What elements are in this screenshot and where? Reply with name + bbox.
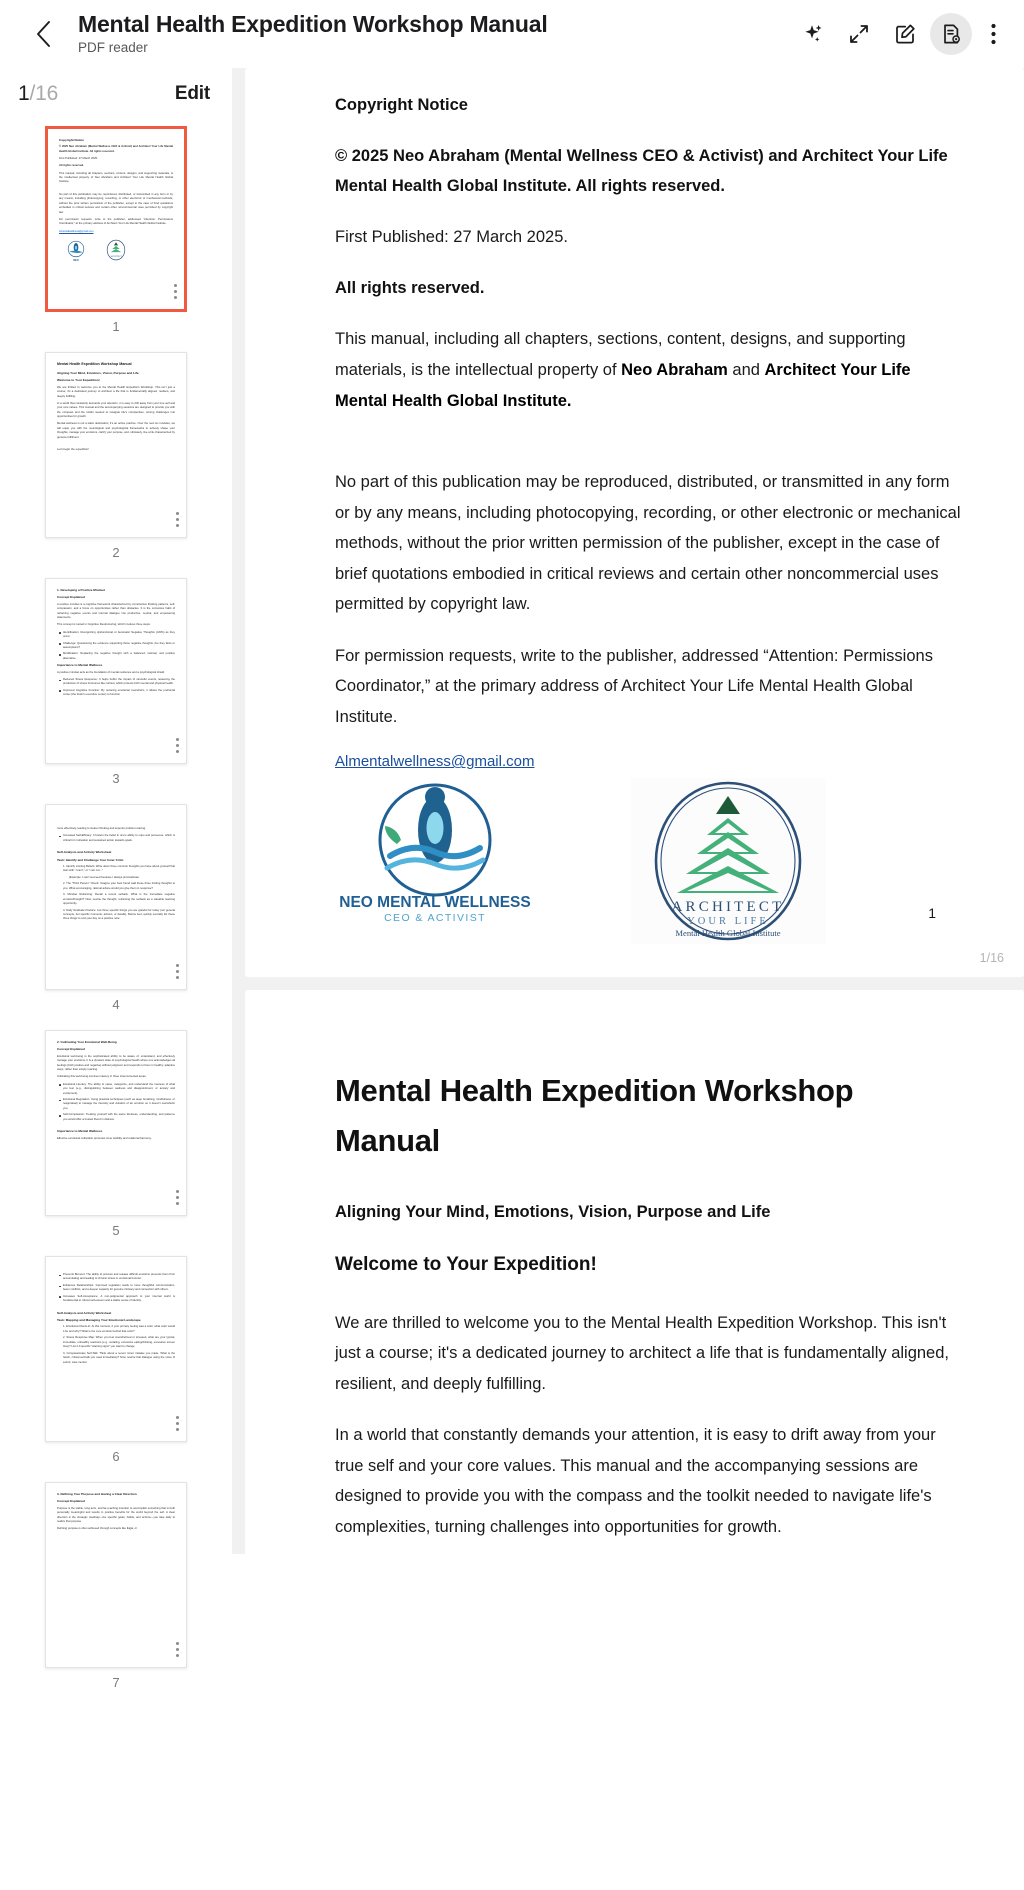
thumbnail-item-3[interactable] <box>0 578 232 804</box>
page1-copyright-line: © 2025 Neo Abraham (Mental Wellness CEO & Activist) and Architect Your Life Mental Health Global Institute. All rights reserved. <box>335 146 948 195</box>
neo-mental-wellness-logo <box>335 778 535 928</box>
thumbnail-page-number: 6 <box>112 1449 120 1464</box>
thumbnail-preview-6 <box>46 1257 186 1365</box>
page-counter <box>18 82 58 106</box>
thumbnail-page-number: 7 <box>112 1675 120 1690</box>
edit-pencil-icon <box>893 22 917 46</box>
app-subtitle: PDF reader <box>78 40 148 56</box>
thumb-email-link: Almentalwellness@gmail.com <box>59 229 94 233</box>
edit-button[interactable]: Edit <box>174 83 210 104</box>
document-page-1 <box>245 68 1024 977</box>
thumb-list-item: Emotional Regulation: Using practical techniques (such as deep breathing, mindfulness, or reappraisal) to manage the intensity and duration of an emotion so it doesn't overwhelm you. <box>63 1097 175 1110</box>
thumb-heading: Mental Health Expedition Workshop Manual <box>57 362 132 366</box>
thumb-text: For permission requests, write to the publisher, addressed “Attention: Permissions Coordinator,” at the primary address of Architect Your Life Mental Health Global Institute. <box>59 217 173 226</box>
thumb-list-item: Improved Cognitive Function: By reducing emotional overwhelm, it allows the prefrontal cortex (the brain's executive center) to function <box>63 688 175 697</box>
page1-heading: Copyright Notice <box>335 96 468 114</box>
thumb-subheading: Concept Explained <box>57 1047 85 1052</box>
page-position-indicator: 1/16 <box>979 951 1004 965</box>
thumbnail-sidebar[interactable] <box>0 68 232 1690</box>
thumb-text: Cultivating this well-being involves mastery in three interconnected areas: <box>57 1075 147 1079</box>
back-button[interactable] <box>26 17 60 51</box>
thumbnail-menu-button[interactable] <box>174 284 177 299</box>
thumb-text: Defining purpose is often achieved through concepts like Ikigai, or <box>57 1527 138 1531</box>
thumb-text: This concept is rooted in Cognitive Restructuring, which involves three steps: <box>57 623 151 627</box>
thumbnail-item-2[interactable] <box>0 352 232 578</box>
thumbnail-preview-5 <box>46 1031 186 1141</box>
document-title: Mental Health Expedition Workshop Manual <box>78 10 548 37</box>
page2-title: Mental Health Expedition Workshop Manual <box>335 1073 854 1159</box>
thumbnail-menu-button[interactable] <box>176 1642 179 1657</box>
thumb-subheading: Concept Explained <box>57 1499 85 1504</box>
thumb-subheading: Welcome to Your Expedition! <box>57 378 100 383</box>
thumb-list-item: (Example: I can't succeed because I always procrastinate. <box>69 875 140 879</box>
thumb-list-item: Enhances Relationships: Improved regulation leads to more thoughtful communication, fewer conflicts, and a deeper capacity for genuine intimacy and connection with others. <box>63 1283 175 1292</box>
thumb-subheading: Task: Mapping and Managing Your Emotional Landscape <box>57 1318 141 1323</box>
header-title-group <box>78 12 792 57</box>
thumb-list-item: 3. Mindset Reframing: Recall a recent setback. What is the immediate negative emotion/thought? Now, rewrite the thought, reframing the setback as a valuable learning opportunity. <box>63 893 175 906</box>
thumbnail-page-number: 3 <box>112 771 120 786</box>
thumb-list-item: Challenge: Questioning the evidence supporting those negative thoughts. Are they facts or assumptions? <box>63 641 175 649</box>
thumb-text: Effective emotional cultivation promotes inner stability and relational harmony. <box>57 1136 152 1140</box>
page1-logo-row <box>335 778 962 944</box>
thumbnail-list <box>0 120 232 1708</box>
more-options-button[interactable] <box>976 13 1010 55</box>
page2-subtitle: Aligning Your Mind, Emotions, Vision, Purpose and Life <box>335 1203 771 1222</box>
thumb-list-item: 3. Compassionate Self-Talk: Think about a recent minor mistake you made. What is the harsh, critical self-talk you used immediately? Now, rewrite that dialogue using the voice of a kind, wise mentor. <box>63 1351 175 1364</box>
page1-permission-paragraph: For permission requests, write to the publisher, addressed “Attention: Permissions Coordinator,” at the primary address of Architect Your Life Mental Health Global Institute. <box>335 646 933 726</box>
thumbnail-preview-4 <box>46 805 186 922</box>
thumb-subheading: Task: Identify and Challenge Your Inner Critic <box>57 857 124 862</box>
paragraph-spacer <box>335 437 962 467</box>
ip-text-a: This manual, including all chapters, sections, content, designs, and supporting materials, is the intellectual property of <box>335 330 906 379</box>
thumbnail-preview-3 <box>46 579 186 698</box>
page1-all-rights: All rights reserved. <box>335 279 485 298</box>
ai-sparkle-button[interactable] <box>792 13 834 55</box>
ai-sparkle-icon <box>801 22 825 46</box>
annotate-button[interactable] <box>884 13 926 55</box>
ip-text-b: Neo Abraham <box>621 361 728 379</box>
thumbnail-page-7[interactable] <box>45 1482 187 1668</box>
thumbnail-menu-button[interactable] <box>176 1190 179 1205</box>
thumb-subheading: Aligning Your Mind, Emotions, Vision, Purpose and Life <box>57 370 139 375</box>
ip-text-c: and <box>727 361 765 379</box>
page2-paragraph-1: We are thrilled to welcome you to the Mental Health Expedition Workshop. This isn't just a course; it's a dedicated journey to architect a life that is fundamentally aligned, resilient, and deeply fulfilling. <box>335 1313 949 1393</box>
current-page-number: 1 <box>18 82 30 105</box>
thumbnail-page-6[interactable] <box>45 1256 187 1442</box>
header-actions <box>792 13 1010 55</box>
thumb-logos <box>59 237 173 263</box>
thumb-list-item: Self-Compassion: Treating yourself with the same kindness, understanding, and patience you would offer a trusted friend in distress. <box>63 1113 175 1121</box>
thumb-list-item: 1. Identify Limiting Beliefs: Write down three common thoughts you have about yourself that start with "I can't," or "I am not..." <box>63 864 175 873</box>
thumbnail-page-4[interactable] <box>45 804 187 990</box>
thumb-text: No part of this publication may be reproduced, distributed, or transmitted in any form or by any means, including photocopying, recording, or other electronic or mechanical methods, without the prior written permission of the publisher, except in the case of brief quotations embodied in critical reviews and certain other noncommercial uses permitted by copyright law. <box>59 192 173 214</box>
total-page-count: 16 <box>35 82 59 105</box>
thumbnail-page-5[interactable] <box>45 1030 187 1216</box>
thumbnail-item-4[interactable] <box>0 804 232 1030</box>
thumbnail-page-number: 1 <box>112 319 120 334</box>
thumbnail-item-7[interactable] <box>0 1482 232 1708</box>
svg-text:ARCHITECT: ARCHITECT <box>110 255 122 258</box>
svg-text:ARCHITECT: ARCHITECT <box>671 899 785 916</box>
thumb-text: All rights reserved. <box>59 164 84 168</box>
thumbnail-item-1[interactable] <box>0 126 232 352</box>
thumb-list-item: 2. The "Third Person" Check: Imagine your best friend said these three limiting thoughts to you. What encouraging, rational advice would you give them in response? <box>63 882 175 890</box>
page-settings-button[interactable] <box>930 13 972 55</box>
thumb-heading: Copyright Notice <box>59 138 84 142</box>
document-page-2 <box>245 990 1024 1890</box>
svg-text:Mental Health Global Institute: Mental Health Global Institute <box>675 928 781 939</box>
expand-icon <box>847 22 871 46</box>
thumb-list-item: Increased Self-Efficacy: It fosters the belief in one's ability to cope and persevere, which is critical for motivation and sustained action towards goals. <box>63 834 175 842</box>
thumb-list-item: Reduced Stress Response: It helps buffer the impact of stressful events, lessening the production of stress hormones like cortisol, which protects both mental and physical health. <box>63 677 175 686</box>
thumb-list-item: Identification: Recognizing dysfunctional or Automatic Negative Thoughts (ANTs) as they occur. <box>63 630 175 639</box>
ip-text-d: Architect Your Life Mental Health Global Institute. <box>335 361 911 410</box>
thumb-text: In a world that constantly demands your attention, it is easy to drift away from your true self and your core values. This manual and the accompanying sessions are designed to provide you with the compass and the toolkit needed to navigate life's complexities, turning challenges into opportunities for growth. <box>57 401 175 419</box>
page1-ip-paragraph <box>335 324 962 416</box>
thumbnail-page-number: 4 <box>112 997 120 1012</box>
thumb-heading: 3. Defining Your Purpose and Having a Clear Direction <box>57 1492 137 1496</box>
more-vertical-icon <box>991 23 996 45</box>
document-settings-icon <box>939 22 963 46</box>
thumb-text: This manual, including all chapters, sections, content, designs, and supporting materials, is the intellectual property of Neo Abraham and Architect Your Life Mental Health Global Institute. <box>59 171 173 184</box>
thumb-text: A positive mindset is a cognitive framework characterized by constructive thinking patterns, self-compassion, and a focus on opportunities rather than obstacles. It is the conscious habit of reframing negative events and internal dialogue into productive, neutral, and empowering statements. <box>57 602 175 620</box>
thumb-subheading: Concept Explained <box>57 595 85 600</box>
expand-button[interactable] <box>838 13 880 55</box>
thumb-list-item: Modification: Replacing the negative thought with a balanced, rational, and positive alternative. <box>63 652 175 660</box>
app-header <box>0 0 1024 68</box>
thumb-text: We are thrilled to welcome you to the Mental Health Expedition Workshop. This isn't just a course; it's a dedicated journey to architect a life that is fundamentally aligned, resilient, and deeply fulfilling. <box>57 385 175 398</box>
architect-your-life-logo <box>631 778 826 944</box>
thumb-list-item: Prevents Burnout: The ability to process and release difficult emotions prevents them from accumulating and leading to chronic stress or emotional burnout. <box>63 1273 175 1281</box>
thumbnail-item-6[interactable] <box>0 1256 232 1482</box>
page1-footer-number: 1 <box>928 905 936 921</box>
thumb-list-item: Emotional Literacy: The ability to name, categorize, and understand the nuances of what you feel (e.g., distinguishing between sadness and disappointment, or anxiety and excitement). <box>63 1082 175 1095</box>
page1-reproduction-paragraph: No part of this publication may be reproduced, distributed, or transmitted in any form or by any means, including photocopying, recording, or other electronic or mechanical methods, without the prior written permission of the publisher, except in the case of brief quotations embodied in critical reviews and certain other noncommercial uses permitted by copyright law. <box>335 473 961 614</box>
thumb-subheading: Self-Analysis and Activity Worksheet <box>57 850 112 855</box>
thumbnail-menu-button[interactable] <box>176 964 179 979</box>
architect-your-life-logo-mini <box>103 237 129 263</box>
thumbnail-item-5[interactable] <box>0 1030 232 1256</box>
thumb-subheading: Importance to Mental Wellness <box>57 663 103 668</box>
thumb-text: Emotional well-being is the sophisticated ability to be aware of, understand, and effectively manage your emotions. It is a dynamic state of psychological health where one acknowledges all feelings (both positive and negative) without judgment and responds to them in healthy, adaptive ways, rather than simply reacting. <box>57 1054 175 1072</box>
thumb-text: Let's begin the expedition! <box>57 448 89 452</box>
thumb-heading: 1. Developing a Positive Mindset <box>57 588 105 592</box>
thumb-text: © 2025 Neo Abraham (Mental Wellness CEO & Activist) and Architect Your Life Mental Health Global Institute. All rights reserved. <box>59 145 173 153</box>
thumb-subheading: Importance to Mental Wellness <box>57 1129 103 1134</box>
thumb-list-item: Increases Self-Acceptance: A non-judgmental approach to your internal world is fundamental to robust self-esteem and a stable sense of identity. <box>63 1294 175 1303</box>
thumbnail-page-number: 2 <box>112 545 120 560</box>
thumb-text: A positive mindset acts as the foundation of mental resilience and a psychological shield. <box>57 670 165 674</box>
thumb-text: more effectively, leading to clearer thinking and superior problem-solving. <box>57 827 146 830</box>
thumb-text: First Published: 27 March 2025. <box>59 157 98 161</box>
thumb-list-item: 2. Stress Response Map: When you feel overwhelmed or stressed, what are your typical, immediate, unhealthy reactions (e.g., isolating, excessive eating/drinking, excessive screen time)? List 2-3 specific "warning signs" you want to change. <box>63 1336 175 1349</box>
thumbnail-menu-button[interactable] <box>176 512 179 527</box>
thumb-subheading: Self-Analysis and Activity Worksheet <box>57 1310 112 1315</box>
thumb-text: Mental wellness is not a static destination; it's an active practice. Over the next six modules, we will equip you with the neurological and psychological frameworks to actively shape your thoughts, manage your emotions, clarify your purpose, and, ultimately, live a life characterized by genuine fulfilment. <box>57 422 175 439</box>
thumbnail-page-3[interactable] <box>45 578 187 764</box>
thumbnail-page-number: 5 <box>112 1223 120 1238</box>
thumb-list-item: 1. Emotional Check-In: At this moment, if your primary feeling was a color, what color would it be and why? What is the core emotion behind that color? <box>63 1325 175 1333</box>
thumb-list-item: 4. Daily Gratitude Practice: List three specific things you are grateful for today (not general concepts, but specific moments, actions, or details). Before bed, quickly mentally list these three things to end your day on a positive note. <box>63 908 175 921</box>
svg-text:CEO & ACTIVIST: CEO & ACTIVIST <box>384 912 486 925</box>
document-reader-pane[interactable] <box>232 68 1024 1554</box>
svg-text:YOUR LIFE: YOUR LIFE <box>687 916 769 928</box>
thumbnail-menu-button[interactable] <box>176 738 179 753</box>
thumbnail-menu-button[interactable] <box>176 1416 179 1431</box>
contact-email-link[interactable]: Almentalwellness@gmail.com <box>335 753 535 771</box>
thumbnail-page-1[interactable] <box>45 126 187 312</box>
page-separator: / <box>29 82 36 105</box>
neo-mental-wellness-logo-mini <box>63 237 89 263</box>
svg-text:NEO: NEO <box>73 258 79 262</box>
thumbnail-preview-2 <box>46 353 186 453</box>
page2-welcome-heading: Welcome to Your Expedition! <box>335 1254 597 1276</box>
thumbnail-preview-1 <box>48 129 184 263</box>
sidebar-toolbar <box>0 68 232 120</box>
thumb-text: Purpose is the stable, long-term, and far-reaching intention to accomplish something that is both personally meaningful and results in positive benefits for the world beyond the self. A clear direction is the strategic roadmap—the specific goals, habits, and actions—you take daily to realize that purpose. <box>57 1506 175 1524</box>
thumbnail-preview-7 <box>46 1483 186 1532</box>
chevron-left-icon <box>35 20 52 48</box>
page1-first-published: First Published: 27 March 2025. <box>335 227 568 246</box>
thumb-heading: 2. Cultivating Your Emotional Well-Being <box>57 1040 117 1044</box>
svg-text:NEO MENTAL WELLNESS: NEO MENTAL WELLNESS <box>339 894 531 912</box>
thumbnail-page-2[interactable] <box>45 352 187 538</box>
page2-paragraph-2: In a world that constantly demands your attention, it is easy to drift away from your true self and your core values. This manual and the accompanying sessions are designed to provide you with the compass and the toolkit needed to navigate life's complexities, turning challenges into opportunities for growth. <box>335 1426 936 1536</box>
